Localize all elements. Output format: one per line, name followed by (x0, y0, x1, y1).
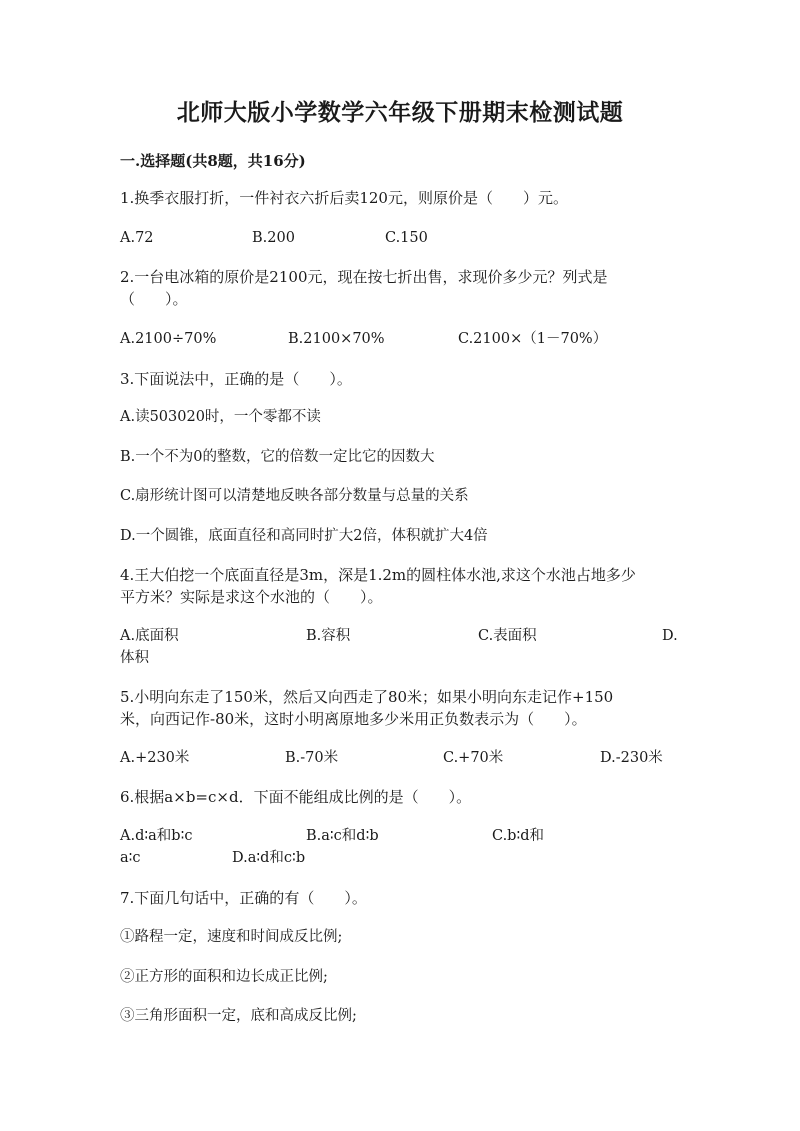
question-3-stem: 3.下面说法中，正确的是（ ）。 (120, 370, 352, 388)
question-6-option-d: D.a∶d和c∶b (232, 850, 306, 866)
question-1-stem: 1.换季衣服打折，一件衬衣六折后卖120元，则原价是（ ）元。 (120, 189, 568, 207)
question-1-option-c: C.150 (385, 230, 428, 246)
question-1-option-a: A.72 (120, 230, 154, 246)
question-6-option-c: C.b∶d和 (492, 828, 545, 844)
question-5-stem-line-1: 5.小明向东走了150米，然后又向西走了80米；如果小明向东走记作+150 (120, 688, 614, 706)
question-7-item-1: ①路程一定，速度和时间成反比例; (120, 929, 343, 945)
question-7-stem: 7.下面几句话中，正确的有（ ）。 (120, 889, 367, 907)
question-4-option-d-text: 体积 (120, 650, 149, 666)
question-5-option-d: D.-230米 (600, 750, 663, 766)
question-4-option-b: B.容积 (306, 628, 351, 644)
question-5-option-c: C.+70米 (443, 750, 504, 766)
question-2-option-c: C.2100×（1－70%） (458, 331, 608, 347)
question-1-option-b: B.200 (252, 230, 295, 246)
question-4-option-c: C.表面积 (478, 628, 537, 644)
question-5-option-a: A.+230米 (120, 750, 190, 766)
question-3-option-c: C.扇形统计图可以清楚地反映各部分数量与总量的关系 (120, 488, 469, 504)
question-6-option-c-text: a∶c (120, 850, 141, 866)
question-5-stem-line-2: 米，向西记作-80米，这时小明离原地多少米用正负数表示为（ ）。 (120, 710, 587, 728)
question-5-option-b: B.-70米 (285, 750, 339, 766)
question-7-item-3: ③三角形面积一定，底和高成反比例; (120, 1008, 357, 1024)
question-2-option-b: B.2100×70% (288, 331, 385, 347)
question-4-stem-line-2: 平方米？实际是求这个水池的（ ）。 (120, 588, 383, 606)
question-4-stem-line-1: 4.王大伯挖一个底面直径是3m，深是1.2m的圆柱体水池,求这个水池占地多少 (120, 566, 636, 584)
question-3-option-a: A.读503020时，一个零都不读 (120, 409, 321, 425)
question-4-option-d: D. (662, 628, 678, 644)
question-3-option-d: D.一个圆锥，底面直径和高同时扩大2倍，体积就扩大4倍 (120, 528, 488, 544)
section-heading: 一.选择题(共8题，共16分) (120, 152, 306, 170)
question-3-option-b: B.一个不为0的整数，它的倍数一定比它的因数大 (120, 449, 435, 465)
page-title: 北师大版小学数学六年级下册期末检测试题 (176, 99, 624, 126)
question-6-stem: 6.根据a×b=c×d．下面不能组成比例的是（ ）。 (120, 788, 472, 806)
question-7-item-2: ②正方形的面积和边长成正比例; (120, 969, 328, 985)
question-2-option-a: A.2100÷70% (120, 331, 217, 347)
question-2-stem-line-1: 2.一台电冰箱的原价是2100元，现在按七折出售，求现价多少元？列式是 (120, 268, 608, 286)
question-6-option-b: B.a∶c和d∶b (306, 828, 379, 844)
question-2-stem-line-2: （ ）。 (120, 290, 188, 308)
question-4-option-a: A.底面积 (120, 628, 179, 644)
question-6-option-a: A.d∶a和b∶c (120, 828, 193, 844)
